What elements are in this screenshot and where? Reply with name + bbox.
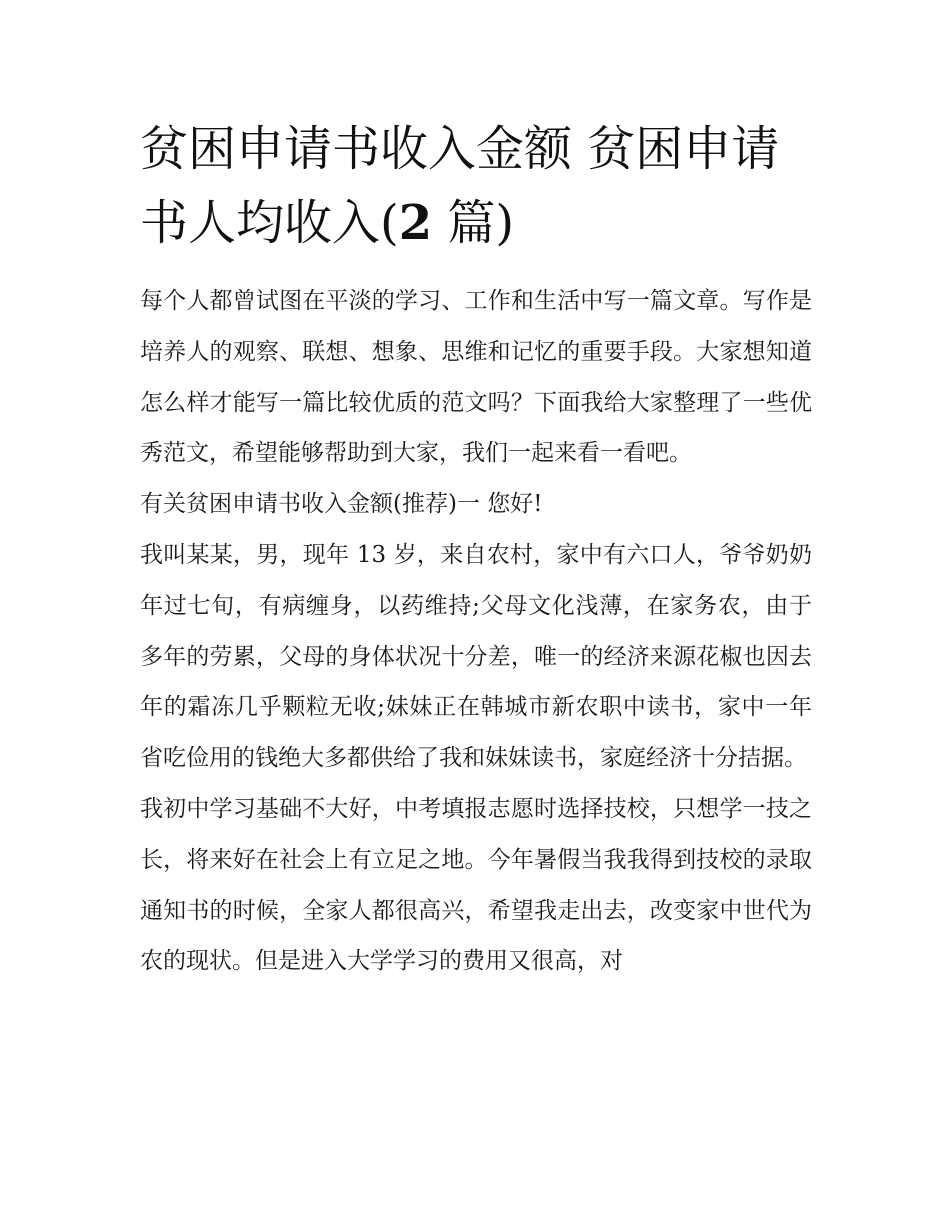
intro-paragraph: 每个人都曾试图在平淡的学习、工作和生活中写一篇文章。写作是培养人的观察、联想、想象、思维和记忆的重要手段。大家想知道怎么样才能写一篇比较优质的范文吗？下面我给大家整理了一些优秀范文，希望能够帮助到大家，我们一起来看一看吧。 — [140, 288, 812, 467]
body-paragraph: 我叫某某，男，现年 13 岁，来自农村，家中有六口人，爷爷奶奶年过七旬，有病缠身，以药维持;父母文化浅薄，在家务农，由于多年的劳累，父母的身体状况十分差，唯一的经济来源花椒也因去年的霜冻几乎颗粒无收;妹妹正在韩城市新农职中读书，家中一年省吃俭用的钱绝大多都供给了我和妹妹读书，家庭经济十分拮据。 — [140, 541, 812, 772]
section-heading: 有关贫困申请书收入金额(推荐)一 您好! — [140, 491, 543, 518]
body-paragraph: 我初中学习基础不大好，中考填报志愿时选择技校，只想学一技之长，将来好在社会上有立足之地。今年暑假当我我得到技校的录取通知书的时候，全家人都很高兴，希望我走出去，改变家中世代为农的现状。但是进入大学学习的费用又很高，对 — [140, 795, 812, 975]
title-tail: 篇) — [432, 195, 515, 251]
document-page — [140, 112, 812, 987]
title-main: 贫困申请书收入金额 贫困申请书人均收入( — [140, 121, 780, 251]
title-number: 2 — [398, 195, 433, 251]
document-title — [140, 112, 812, 260]
